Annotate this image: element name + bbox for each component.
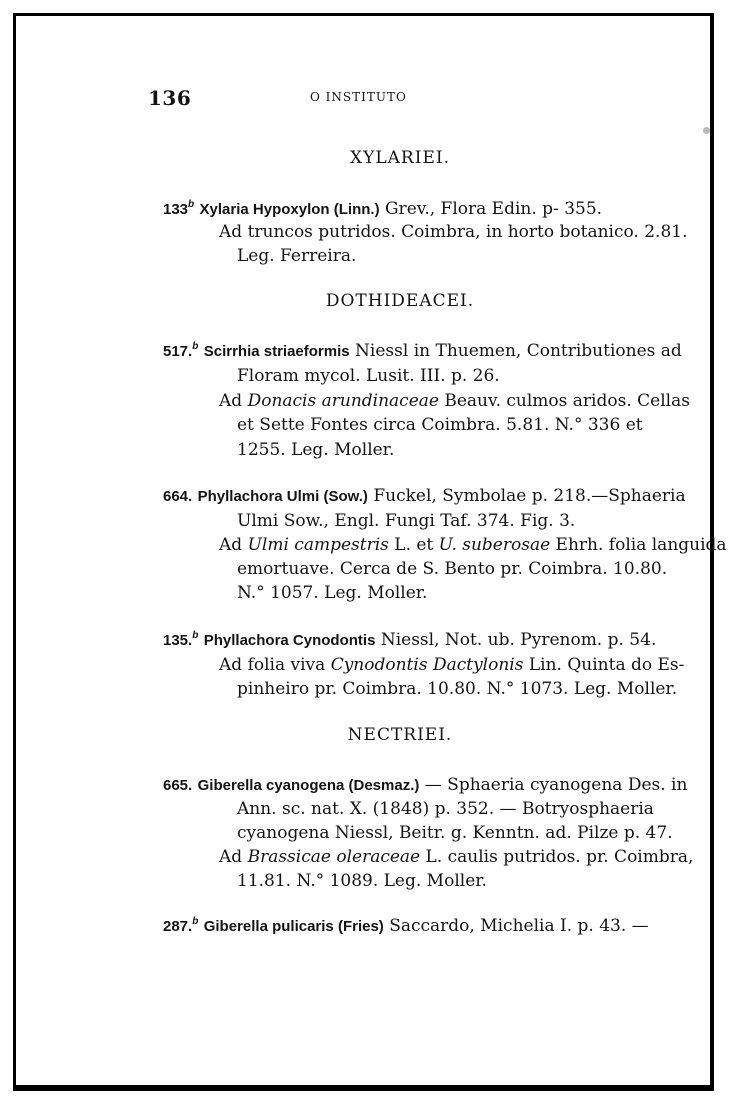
entry-664-line-1: 664. Phyllachora Ulmi (Sow.) Fuckel, Symbolae p. 218.—Sphaeria — [163, 486, 686, 506]
section-heading-nectriei: NECTRIEI. — [347, 725, 453, 745]
section-heading-dothideacei: DOTHIDEACEI. — [325, 291, 475, 311]
entry-517b-line-2: Floram mycol. Lusit. III. p. 26. — [237, 366, 500, 386]
entry-665-line-3: cyanogena Niessl, Beitr. g. Kenntn. ad. Pilze p. 47. — [237, 823, 673, 843]
entry-665-line-5: 11.81. N.° 1089. Leg. Moller. — [237, 871, 487, 891]
taxon-name: Phyllachora Cynodontis — [203, 632, 376, 649]
entry-135b-line-1: 135.$^b$ Phyllachora Cynodontis Niessl, Not. ub. Pyrenom. p. 54. — [163, 630, 657, 650]
entry-number: 287.$^b$ — [163, 916, 199, 935]
taxon-name: Xylaria Hypoxylon (Linn.) — [199, 201, 380, 218]
entry-number: 665. — [163, 777, 193, 794]
entry-133b-line-1: 133$^b$ Xylaria Hypoxylon (Linn.) Grev., Flora Edin. p- 355. — [163, 199, 603, 219]
page-number: 136 — [148, 86, 192, 110]
entry-665-line-2: Ann. sc. nat. X. (1848) p. 352. — Botryosphaeria — [237, 799, 654, 819]
page-speck — [703, 127, 710, 134]
entry-664-line-2: Ulmi Sow., Engl. Fungi Taf. 374. Fig. 3. — [237, 511, 576, 531]
entry-665-line-1: 665. Giberella cyanogena (Desmaz.) — Sphaeria cyanogena Des. in — [163, 775, 688, 795]
entry-517b-line-1: 517.$^b$ Scirrhia striaeformis Niessl in Thuemen, Contributiones ad — [163, 341, 682, 361]
entry-517b-line-4: et Sette Fontes circa Coimbra. 5.81. N.° 336 et — [237, 415, 643, 435]
running-title: O INSTITUTO — [310, 90, 407, 104]
entry-number: 133$^b$ — [163, 199, 195, 218]
entry-135b-line-3: pinheiro pr. Coimbra. 10.80. N.° 1073. Leg. Moller. — [237, 679, 678, 699]
entry-133b-line-3: Leg. Ferreira. — [237, 246, 357, 266]
entry-number: 135.$^b$ — [163, 630, 199, 649]
taxon-name: Giberella pulicaris (Fries) — [203, 918, 384, 935]
entry-664-line-4: emortuave. Cerca de S. Bento pr. Coimbra. 10.80. — [237, 559, 668, 579]
section-heading-xylariei: XYLARIEI. — [350, 148, 450, 168]
taxon-name: Giberella cyanogena (Desmaz.) — [197, 777, 420, 794]
entry-number: 517.$^b$ — [163, 341, 199, 360]
entry-664-line-5: N.° 1057. Leg. Moller. — [237, 583, 428, 603]
entry-135b-line-2: Ad folia viva Cynodontis Dactylonis Lin. Quinta do Es- — [219, 655, 685, 675]
entry-665-line-4: Ad Brassicae oleraceae L. caulis putridos. pr. Coimbra, — [219, 847, 694, 867]
taxon-name: Phyllachora Ulmi (Sow.) — [197, 488, 368, 505]
entry-287b-line-1: 287.$^b$ Giberella pulicaris (Fries) Saccardo, Michelia I. p. 43. — — [163, 916, 649, 936]
entry-517b-line-5: 1255. Leg. Moller. — [237, 440, 395, 460]
entry-133b-line-2: Ad truncos putridos. Coimbra, in horto botanico. 2.81. — [219, 222, 688, 242]
entry-number: 664. — [163, 488, 193, 505]
entry-664-line-3: Ad Ulmi campestris L. et U. suberosae Ehrh. folia languida — [219, 535, 727, 555]
entry-517b-line-3: Ad Donacis arundinaceae Beauv. culmos aridos. Cellas — [219, 391, 690, 411]
taxon-name: Scirrhia striaeformis — [203, 343, 350, 360]
